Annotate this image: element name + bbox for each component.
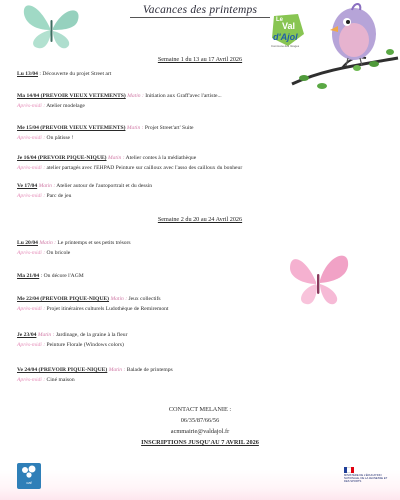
matin-text: Balade de printemps — [125, 367, 173, 373]
caf-label: caf — [26, 480, 32, 485]
apres-midi-label: Après-midi : — [17, 305, 46, 312]
contact-block — [0, 404, 400, 448]
apres-midi-label: Après-midi : — [17, 341, 46, 348]
caf-logo — [17, 463, 41, 489]
valdajol-le: Le — [276, 17, 284, 23]
week-1-title: Semaine 1 du 13 au 17 Avril 2026 — [157, 56, 243, 63]
contact-phone: 06/35/87/66/56 — [180, 417, 220, 424]
entry-je-16 — [17, 154, 317, 173]
matin-text: Projet Street'art' Suite — [143, 125, 194, 131]
apres-midi-text: Ciné maison — [45, 376, 75, 383]
inscriptions-deadline: INSCRIPTIONS JUSQU'AU 7 AVRIL 2026 — [141, 439, 259, 446]
matin-label: Matin : — [108, 367, 126, 373]
entry-ma-21 — [17, 272, 317, 282]
ministry-logo — [344, 467, 392, 489]
entry-day: Lu 13/04 — [17, 71, 38, 77]
entry-ve-24 — [17, 366, 317, 385]
apres-midi-label: Après-midi : — [17, 164, 46, 171]
flower-footer — [0, 470, 400, 500]
apres-midi-label: Après-midi : — [17, 192, 46, 199]
entry-lu-13 — [17, 70, 317, 80]
matin-text: Jeux collectifs — [127, 296, 161, 302]
apres-midi-label: Après-midi : — [17, 376, 46, 383]
entry-me-22 — [17, 295, 317, 314]
apres-midi-label: Après-midi : — [17, 249, 46, 256]
apres-midi-label: Après-midi : — [17, 134, 46, 141]
apres-midi-text: Parc de jeu — [45, 192, 72, 199]
entry-day: Ve 17/04 — [17, 183, 38, 189]
apres-midi-text: Peinture Florale (Windows colors) — [45, 341, 124, 348]
apres-midi-text: atelier partagés avec l'EHPAD Peinture sur cailloux avec l'asso des cailloux du bonheur — [45, 164, 243, 171]
ministry-label: MINISTÈRE DE L'ÉDUCATION NATIONALE, DE LA JEUNESSE ET DES SPORTS — [344, 474, 388, 483]
entry-text: : Découverte du projet Street art — [37, 71, 112, 77]
matin-text: Initiation aux Graff'avec l'artiste... — [143, 93, 222, 99]
contact-label: CONTACT MELANIE : — [168, 406, 232, 413]
entry-day: Je 23/04 — [17, 332, 37, 338]
matin-label: Matin : — [39, 240, 57, 246]
entry-day: Ve 24/04 (PREVOIR PIQUE-NIQUE) — [17, 367, 108, 373]
entry-ve-17 — [17, 182, 317, 201]
matin-text: Jardinage, de la graine à la fleur — [54, 332, 128, 338]
valdajol-tagline: Commune des Vosges — [271, 44, 300, 48]
contact-email[interactable]: acmmairie@valdajol.fr — [170, 428, 230, 435]
apres-midi-text: On pâtisse ! — [45, 134, 74, 141]
valdajol-val: Val — [282, 21, 296, 31]
apres-midi-text: Atelier modelage — [45, 102, 85, 109]
entry-day: Lu 20/04 — [17, 240, 38, 246]
apres-midi-label: Après-midi : — [17, 102, 46, 109]
entry-day: Me 15/04 (PREVOIR VIEUX VETEMENTS) — [17, 125, 126, 131]
entry-day: Me 22/04 (PREVOIR PIQUE-NIQUE) — [17, 296, 110, 302]
matin-text: Atelier autour de l'autoportrait et du dessin — [55, 183, 153, 189]
apres-midi-text: On bricole — [45, 249, 71, 256]
entry-day: Ma 14/04 (PREVOIR VIEUX VETEMENTS) — [17, 93, 126, 99]
pink-butterfly-icon — [286, 248, 352, 308]
entry-me-15 — [17, 124, 317, 143]
matin-text: Le printemps et ses petits trésors — [56, 240, 131, 246]
entry-ma-14 — [17, 92, 317, 111]
entry-day: Ma 21/04 — [17, 273, 40, 279]
valdajol-name: d'Ajol — [273, 32, 298, 42]
matin-label: Matin : — [126, 125, 144, 131]
entry-lu-20 — [17, 239, 317, 258]
french-flag-icon — [344, 467, 354, 473]
matin-text: Atelier contes à la médiathèque — [124, 155, 197, 161]
matin-label: Matin : — [110, 296, 128, 302]
entry-day: Je 16/04 (PREVOIR PIQUE-NIQUE) — [17, 155, 107, 161]
entry-je-23 — [17, 331, 317, 350]
week-2-title: Semaine 2 du 20 au 24 Avril 2026 — [157, 216, 243, 223]
matin-label: Matin : — [38, 183, 56, 189]
entry-text: : On décore l'AGM — [39, 273, 84, 279]
matin-label: Matin : — [37, 332, 55, 338]
matin-label: Matin : — [127, 93, 144, 99]
apres-midi-text: Projet itinéraires culturels Ludothèque de Remiremont — [45, 305, 169, 312]
page-title: Vacances des printemps — [0, 4, 400, 18]
matin-label: Matin : — [107, 155, 125, 161]
